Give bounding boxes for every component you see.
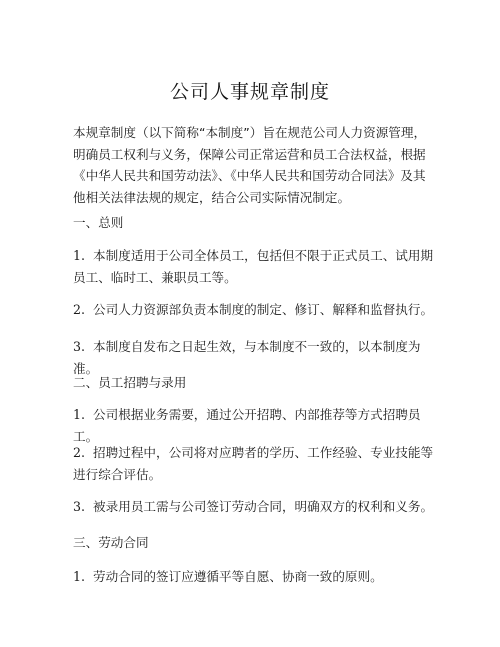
list-item-number: 1. bbox=[73, 569, 86, 584]
list-item-text: 劳动合同的签订应遵循平等自愿、协商一致的原则。 bbox=[93, 569, 383, 584]
list-item-text: 公司人力资源部负责本制度的制定、修订、解释和监督执行。 bbox=[93, 302, 434, 317]
list-item-number: 3. bbox=[73, 339, 86, 354]
list-item-text: 被录用员工需与公司签订劳动合同，明确双方的权利和义务。 bbox=[93, 499, 434, 514]
list-item-text: 本制度自发布之日起生效，与本制度不一致的，以本制度为准。 bbox=[73, 339, 421, 376]
page-title: 公司人事规章制度 bbox=[169, 81, 330, 103]
list-item-number: 2. bbox=[73, 445, 86, 460]
list-item bbox=[73, 299, 435, 321]
list-item-number: 2. bbox=[73, 302, 86, 317]
section-heading-general: 一、总则 bbox=[73, 215, 124, 230]
section-heading-recruitment: 二、员工招聘与录用 bbox=[73, 375, 187, 390]
intro-paragraph: 本规章制度（以下简称“本制度”）旨在规范公司人力资源管理，明确员工权利与义务，保障公司正常运营和员工合法权益，根据《中华人民共和国劳动法》、《中华人民共和国劳动合同法》及其他相关法律法规的规定，结合公司实际情况制定。 bbox=[73, 125, 427, 205]
list-item bbox=[73, 245, 435, 288]
list-item-text: 公司根据业务需要，通过公开招聘、内部推荐等方式招聘员工。 bbox=[73, 407, 421, 444]
list-item-number: 3. bbox=[73, 499, 86, 514]
section-heading-labor-contract: 三、劳动合同 bbox=[73, 535, 149, 550]
list-item bbox=[73, 566, 435, 588]
list-item bbox=[73, 496, 435, 518]
list-item-number: 1. bbox=[73, 407, 86, 422]
list-item bbox=[73, 442, 435, 485]
list-item bbox=[73, 404, 435, 447]
list-item-number: 1. bbox=[73, 248, 86, 263]
list-item-text: 本制度适用于公司全体员工，包括但不限于正式员工、试用期员工、临时工、兼职员工等。 bbox=[73, 248, 434, 285]
list-item-text: 招聘过程中，公司将对应聘者的学历、工作经验、专业技能等进行综合评估。 bbox=[73, 445, 434, 482]
